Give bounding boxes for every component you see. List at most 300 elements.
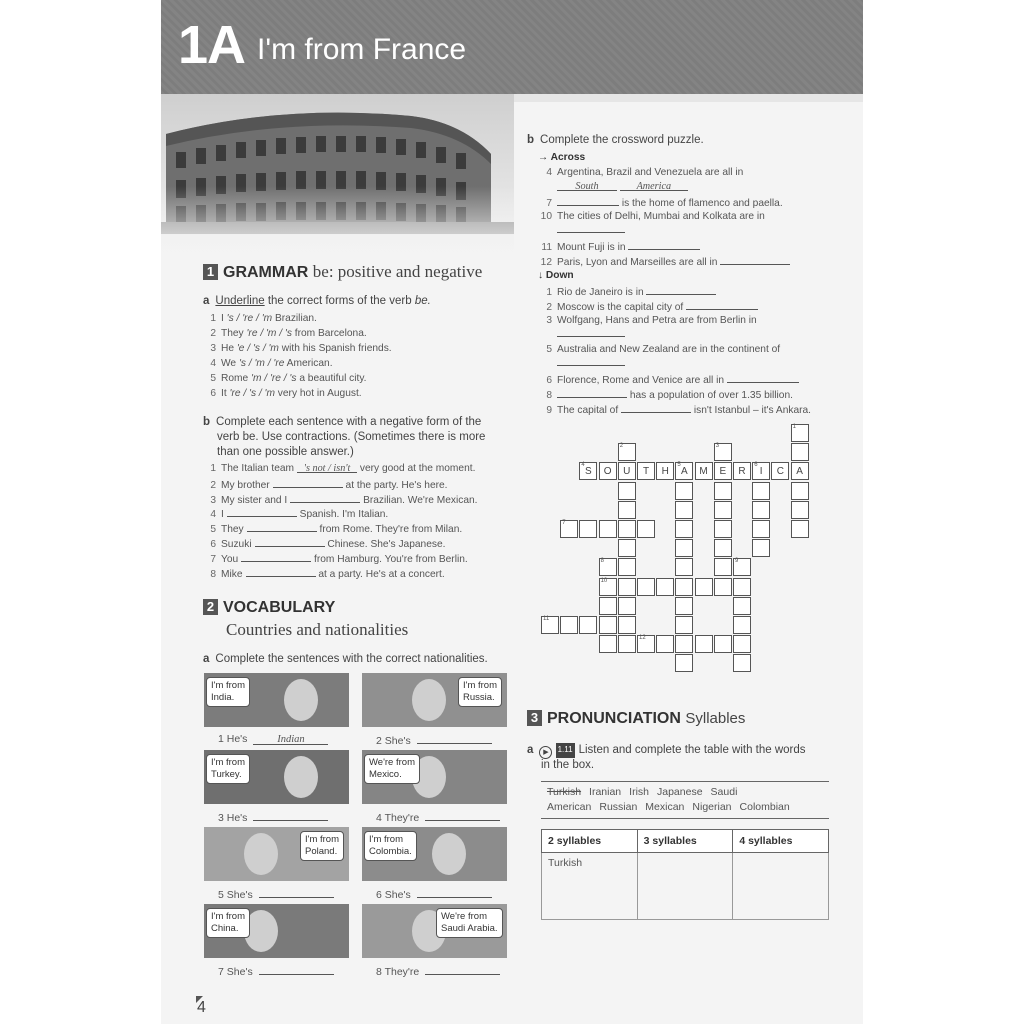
instruction-text: Complete the crossword puzzle.	[540, 134, 704, 146]
word-item: Colombian	[739, 801, 790, 813]
crossword-cell[interactable]	[675, 616, 693, 634]
cell-number: 12	[639, 635, 646, 642]
caption	[376, 887, 492, 901]
bubble-line: Poland.	[305, 846, 338, 857]
crossword-cell[interactable]	[733, 597, 751, 615]
section-heading: PRONUNCIATION	[547, 710, 681, 727]
item-text: Brazilian.	[272, 313, 317, 324]
pron-a-instruction-line2: in the box.	[541, 759, 595, 771]
crossword-cell[interactable]	[714, 520, 732, 538]
grammar-a-item	[202, 372, 367, 387]
bubble-line: I'm from	[211, 757, 246, 768]
item-text: very good at the moment.	[357, 463, 476, 474]
crossword-cell[interactable]	[618, 482, 636, 500]
item-number: 3	[210, 494, 216, 506]
bubble-line: Mexico.	[369, 769, 402, 780]
answer-blank[interactable]	[259, 964, 334, 975]
crossword-cell[interactable]	[637, 578, 655, 596]
crossword-cell[interactable]	[752, 539, 770, 557]
face-shape	[412, 679, 446, 721]
crossword-cell[interactable]	[695, 578, 713, 596]
answer-blank[interactable]	[259, 887, 334, 898]
crossword-cell[interactable]	[752, 482, 770, 500]
crossword-cell[interactable]	[599, 597, 617, 615]
clue-across-12	[538, 254, 790, 271]
section-number: 3	[527, 710, 542, 726]
pron-section-title	[527, 710, 745, 728]
crossword-cell[interactable]	[675, 462, 693, 480]
instruction-line: Complete each sentence with a negative form of the	[216, 416, 482, 428]
colosseum-photo	[161, 94, 514, 262]
answer-blank[interactable]: 's not / isn't	[297, 462, 357, 473]
crossword-cell[interactable]	[656, 462, 674, 480]
bubble-line: I'm from	[305, 834, 340, 845]
crossword-cell[interactable]	[714, 635, 732, 653]
word-item: Japanese	[657, 786, 703, 798]
item-text: I	[221, 509, 224, 521]
item-number: 7	[210, 553, 216, 565]
crossword-cell[interactable]	[618, 616, 636, 634]
item-number: 4	[210, 509, 216, 521]
caption	[218, 810, 328, 824]
answer-word: America	[620, 180, 688, 191]
grammar-section-title	[203, 262, 482, 282]
crossword-cell[interactable]	[599, 635, 617, 653]
item-options[interactable]: 're / 's / 'm	[229, 388, 275, 399]
item-text: I	[221, 313, 227, 324]
answer-blank[interactable]	[425, 964, 500, 975]
item-text: It	[221, 388, 230, 399]
clue-text: has a population of over 1.35 billion.	[629, 390, 793, 401]
answer-blank[interactable]	[255, 536, 325, 547]
cell-2-syllables[interactable]: Turkish	[542, 853, 638, 920]
crossword-cell[interactable]	[791, 462, 809, 480]
clue-down-5-blank	[557, 355, 625, 372]
instruction-verb: be.	[414, 295, 431, 307]
clue-num: 9	[546, 405, 552, 416]
clue-text: is the home of flamenco and paella.	[621, 198, 783, 209]
vocab-section-title	[203, 599, 335, 617]
cell-number: 2	[619, 443, 624, 450]
crossword-cell[interactable]	[791, 443, 809, 461]
section-subtitle: be: positive and negative	[312, 262, 483, 281]
cell-letter: S	[585, 466, 592, 478]
answer-blank[interactable]	[253, 810, 328, 821]
word-item: Nigerian	[692, 801, 732, 813]
cell-number: 8	[600, 558, 604, 565]
clue-across-10-blank	[557, 222, 625, 239]
crossword-cell[interactable]	[579, 520, 597, 538]
crossword-cell[interactable]	[714, 462, 732, 480]
item-text: My sister and I	[221, 494, 288, 506]
bubble-line: I'm from	[211, 680, 246, 691]
audio-track-number: 1.11	[556, 743, 575, 758]
word-item: Mexican	[645, 801, 685, 813]
cell-letter: I	[759, 466, 763, 478]
crossword-cell[interactable]	[637, 462, 655, 480]
grammar-a-item	[202, 357, 333, 372]
clue-text: Wolfgang, Hans and Petra are from Berlin in	[557, 315, 757, 326]
instruction-text: the correct forms of the verb	[264, 295, 415, 307]
caption	[218, 887, 334, 901]
audio-play-icon[interactable]: ▶	[539, 746, 552, 759]
crossword-cell[interactable]	[618, 520, 636, 538]
grammar-b-item	[202, 462, 475, 477]
crossword-cell[interactable]	[675, 539, 693, 557]
speech-bubble	[206, 677, 250, 707]
cell-letter: A	[681, 466, 688, 478]
section-number: 1	[203, 264, 218, 280]
item-number: 5	[210, 524, 216, 536]
clue-text: The capital of	[557, 405, 619, 416]
crossword-cell[interactable]	[618, 539, 636, 557]
word-box-row	[547, 800, 823, 815]
cell-letter: R	[738, 466, 746, 478]
item-text: We	[221, 358, 239, 369]
crossword-cell[interactable]	[752, 462, 770, 480]
crossword-cell[interactable]	[675, 635, 693, 653]
crossword-cell[interactable]	[618, 443, 636, 461]
item-text: Mike	[221, 568, 243, 580]
syllables-table	[541, 829, 829, 920]
bubble-line: Colombia.	[369, 846, 412, 857]
crossword-cell[interactable]	[618, 462, 636, 480]
crossword-cell[interactable]	[733, 462, 751, 480]
word-item: Iranian	[589, 786, 622, 798]
vocab-a-instruction	[203, 652, 488, 667]
clue-num: 1	[546, 287, 552, 298]
crossword-cell[interactable]	[656, 635, 674, 653]
clue-text: Mount Fuji is in	[557, 242, 626, 253]
item-text: very hot in August.	[274, 388, 362, 399]
speech-bubble	[206, 908, 250, 938]
grammar-b-instruction-line2: verb be. Use contractions. (Sometimes there is more	[217, 431, 486, 443]
item-text: Spanish. I'm Italian.	[296, 509, 389, 521]
caption	[218, 964, 334, 978]
section-subtitle: Syllables	[685, 710, 746, 727]
clue-across-4	[538, 166, 743, 181]
item-options[interactable]: 'm / 're / 's	[251, 373, 297, 384]
speech-bubble	[364, 831, 417, 861]
across-heading: → Across	[538, 152, 586, 163]
col-header-4-syllables: 4 syllables	[733, 830, 829, 853]
crossword-cell[interactable]	[733, 578, 751, 596]
item-text: You	[221, 553, 239, 565]
cell-number: 6	[754, 462, 758, 469]
crossword-cell[interactable]	[675, 520, 693, 538]
answer-blank[interactable]: Indian	[253, 734, 328, 745]
crossword-cell[interactable]	[733, 558, 751, 576]
col-header-3-syllables: 3 syllables	[637, 830, 733, 853]
cell-letter: A	[796, 466, 803, 478]
crossword-cell[interactable]	[675, 654, 693, 672]
crossword-cell[interactable]	[675, 597, 693, 615]
item-text: They	[221, 328, 247, 339]
item-options[interactable]: 're / 'm / 's	[246, 328, 292, 339]
crossword-cell[interactable]	[771, 462, 789, 480]
clue-text: Argentina, Brazil and Venezuela are all in	[557, 167, 744, 178]
page-number: 4	[197, 999, 206, 1016]
word-item: Russian	[599, 801, 638, 813]
unit-title: I'm from France	[257, 33, 467, 66]
bubble-line: I'm from	[369, 834, 404, 845]
crossword-cell[interactable]	[599, 520, 617, 538]
word-item: Irish	[629, 786, 649, 798]
crossword-cell[interactable]	[733, 616, 751, 634]
clue-num: 11	[541, 242, 552, 253]
crossword-cell[interactable]	[714, 443, 732, 461]
crossword-cell[interactable]	[637, 520, 655, 538]
cell-letter: O	[603, 466, 612, 478]
grammar-a-item	[202, 387, 362, 402]
crossword-cell[interactable]	[599, 558, 617, 576]
crossword-cell[interactable]	[675, 558, 693, 576]
clue-num: 5	[546, 344, 552, 355]
instruction-underline: Underline	[215, 295, 265, 307]
caption-text: 3 He's	[218, 812, 248, 824]
item-number: 1	[210, 313, 216, 324]
item-number: 5	[210, 373, 216, 384]
vocab-subtitle: Countries and nationalities	[226, 620, 409, 639]
crossword-cell[interactable]	[618, 597, 636, 615]
clue-num: 12	[540, 257, 552, 268]
crossword-cell[interactable]	[541, 616, 559, 634]
answer-blank[interactable]	[246, 566, 316, 577]
item-text: The Italian team	[221, 463, 295, 474]
clue-text: Moscow is the capital city of	[557, 302, 684, 313]
answer-blank[interactable]	[247, 521, 317, 532]
bubble-line: India.	[211, 692, 235, 703]
col-header-2-syllables: 2 syllables	[542, 830, 638, 853]
answer-blank[interactable]	[227, 506, 297, 517]
speech-bubble	[364, 754, 420, 784]
clue-across-4-answer	[557, 180, 688, 195]
bubble-line: Turkey.	[211, 769, 242, 780]
cell-letter: M	[699, 466, 708, 478]
section-heading: GRAMMAR	[223, 264, 309, 281]
crossword-cell[interactable]	[714, 578, 732, 596]
bubble-line: Saudi Arabia.	[441, 923, 498, 934]
clue-num: 10	[540, 211, 552, 222]
face-shape	[284, 679, 318, 721]
cell-number: 1	[792, 424, 796, 430]
crossword-cell[interactable]	[579, 462, 597, 480]
cell-letter: U	[623, 466, 631, 478]
crossword-cell[interactable]	[791, 501, 809, 519]
crossword-cell[interactable]	[733, 654, 751, 672]
clue-text: Rio de Janeiro is in	[557, 287, 644, 298]
word-item: Turkish	[547, 786, 582, 798]
clue-num: 8	[546, 390, 552, 401]
crossword-cell[interactable]	[675, 501, 693, 519]
cell-number: 5	[677, 462, 681, 469]
item-options[interactable]: 'e / 's / 'm	[236, 343, 279, 354]
clue-text: Paris, Lyon and Marseilles are all in	[557, 257, 718, 268]
item-options[interactable]: 's / 're / 'm	[226, 313, 273, 324]
crossword-cell[interactable]	[714, 539, 732, 557]
word-box-row	[547, 785, 823, 800]
clue-num: 3	[546, 315, 552, 326]
clue-text: Florence, Rome and Venice are all in	[557, 375, 725, 386]
item-text: My brother	[221, 479, 270, 491]
crossword-cell[interactable]	[637, 635, 655, 653]
answer-blank[interactable]	[290, 492, 360, 503]
item-text: at the party. He's here.	[342, 479, 448, 491]
crossword-cell[interactable]	[714, 482, 732, 500]
bubble-line: I'm from	[463, 680, 498, 691]
item-text: Suzuki	[221, 539, 252, 550]
item-text: from Barcelona.	[291, 328, 367, 339]
crossword-cell[interactable]	[675, 578, 693, 596]
crossword-cell[interactable]	[618, 501, 636, 519]
bubble-line: Russia.	[463, 692, 495, 703]
crossword-cell[interactable]	[579, 616, 597, 634]
clue-text: isn't Istanbul – it's Ankara.	[693, 405, 812, 416]
item-number: 3	[210, 343, 216, 354]
item-text: from Hamburg. You're from Berlin.	[311, 553, 468, 565]
clue-num: 6	[546, 375, 552, 386]
cell-number: 11	[543, 616, 550, 622]
grammar-b-instruction-line3: than one possible answer.)	[217, 446, 354, 458]
crossword-cell[interactable]	[695, 635, 713, 653]
word-item: American	[547, 801, 592, 813]
crossword-cell[interactable]	[618, 635, 636, 653]
face-shape	[284, 756, 318, 798]
caption-text: 5 She's	[218, 889, 253, 901]
crossword-cell[interactable]	[675, 482, 693, 500]
item-text: They	[221, 524, 244, 536]
item-text: a beautiful city.	[296, 373, 367, 384]
speech-bubble	[300, 831, 344, 861]
cell-3-syllables[interactable]	[637, 853, 733, 920]
grammar-b-instruction	[203, 415, 481, 430]
crossword-cell[interactable]	[560, 616, 578, 634]
caption	[376, 733, 492, 747]
answer-blank[interactable]	[425, 810, 500, 821]
cell-number: 7	[562, 520, 566, 526]
item-options[interactable]: 's / 'm / 're	[238, 358, 285, 369]
bubble-line: I'm from	[211, 911, 246, 922]
answer-word: South	[557, 180, 617, 191]
item-text: He	[221, 343, 237, 354]
clue-num: 7	[546, 198, 552, 209]
caption	[218, 733, 328, 745]
grammar-a-item	[202, 342, 392, 357]
face-shape	[244, 833, 278, 875]
answer-blank[interactable]	[417, 733, 492, 744]
item-number: 2	[210, 479, 216, 491]
crossword-cell[interactable]	[618, 578, 636, 596]
item-text: from Rome. They're from Milan.	[316, 524, 463, 536]
item-number: 1	[210, 463, 216, 474]
grammar-a-instruction	[203, 294, 431, 309]
clue-num: 2	[546, 302, 552, 313]
cell-letter: T	[642, 466, 650, 478]
exercise-label: b	[203, 416, 211, 428]
answer-blank[interactable]	[241, 551, 311, 562]
speech-bubble	[436, 908, 503, 938]
down-heading: ↓ Down	[538, 270, 574, 281]
cell-letter: C	[776, 466, 784, 478]
item-text: with his Spanish friends.	[278, 343, 392, 354]
item-text: at a party. He's at a concert.	[315, 568, 445, 580]
word-box	[541, 781, 829, 819]
item-text: Brazilian. We're Mexican.	[360, 494, 478, 506]
crossword-cell[interactable]	[695, 462, 713, 480]
header-strip	[514, 94, 863, 102]
item-number: 6	[210, 388, 216, 399]
clue-down-3-blank	[557, 326, 625, 343]
exercise-label: a	[527, 744, 534, 756]
item-text: American.	[284, 358, 333, 369]
caption-text: 8 They're	[376, 966, 420, 978]
caption-text: 1 He's	[218, 733, 248, 745]
answer-blank[interactable]	[417, 887, 492, 898]
item-number: 4	[210, 358, 216, 369]
answer-blank[interactable]	[273, 477, 343, 488]
crossword-cell[interactable]	[618, 558, 636, 576]
face-shape	[432, 833, 466, 875]
clue-down-9	[538, 402, 811, 419]
cell-4-syllables[interactable]	[733, 853, 829, 920]
instruction-text: Complete the sentences with the correct nationalities.	[215, 653, 488, 665]
pron-a-instruction	[527, 743, 806, 759]
caption-text: 6 She's	[376, 889, 411, 901]
crossword-cell[interactable]	[714, 558, 732, 576]
instruction-text: Listen and complete the table with the words	[578, 744, 806, 756]
item-number: 8	[210, 568, 216, 580]
caption	[376, 964, 500, 978]
bubble-line: China.	[211, 923, 239, 934]
crossword-cell[interactable]	[733, 635, 751, 653]
crossword-cell[interactable]	[791, 482, 809, 500]
speech-bubble	[206, 754, 250, 784]
crossword-instruction	[527, 133, 704, 148]
item-text: Rome	[221, 373, 252, 384]
item-text: Chinese. She's Japanese.	[324, 539, 446, 550]
clue-text: Australia and New Zealand are in the continent of	[557, 344, 781, 355]
cell-number: 4	[581, 462, 585, 469]
caption-text: 7 She's	[218, 966, 253, 978]
word-item: Saudi	[710, 786, 738, 798]
item-number: 2	[210, 328, 216, 339]
unit-number: 1A	[178, 15, 246, 75]
caption-text: 2 She's	[376, 735, 411, 747]
caption-text: 4 They're	[376, 812, 420, 824]
caption	[376, 810, 500, 824]
item-number: 6	[210, 539, 216, 550]
clue-text: The cities of Delhi, Mumbai and Kolkata are in	[557, 211, 765, 222]
crossword-cell[interactable]	[560, 520, 578, 538]
grammar-a-item	[202, 312, 317, 327]
exercise-label: b	[527, 134, 535, 146]
crossword-cell[interactable]	[599, 616, 617, 634]
section-number: 2	[203, 599, 218, 615]
cell-letter: E	[719, 466, 727, 478]
crossword-cell[interactable]	[791, 520, 809, 538]
crossword-cell[interactable]	[599, 462, 617, 480]
crossword-cell[interactable]	[714, 501, 732, 519]
crossword-cell[interactable]	[599, 578, 617, 596]
crossword-cell[interactable]	[752, 501, 770, 519]
grammar-a-item	[202, 327, 367, 342]
grammar-b-item	[202, 566, 445, 583]
exercise-label: a	[203, 653, 210, 665]
section-heading: VOCABULARY	[223, 599, 336, 616]
crossword-cell[interactable]	[752, 520, 770, 538]
crossword-cell[interactable]	[656, 578, 674, 596]
crossword-cell[interactable]	[791, 424, 809, 442]
